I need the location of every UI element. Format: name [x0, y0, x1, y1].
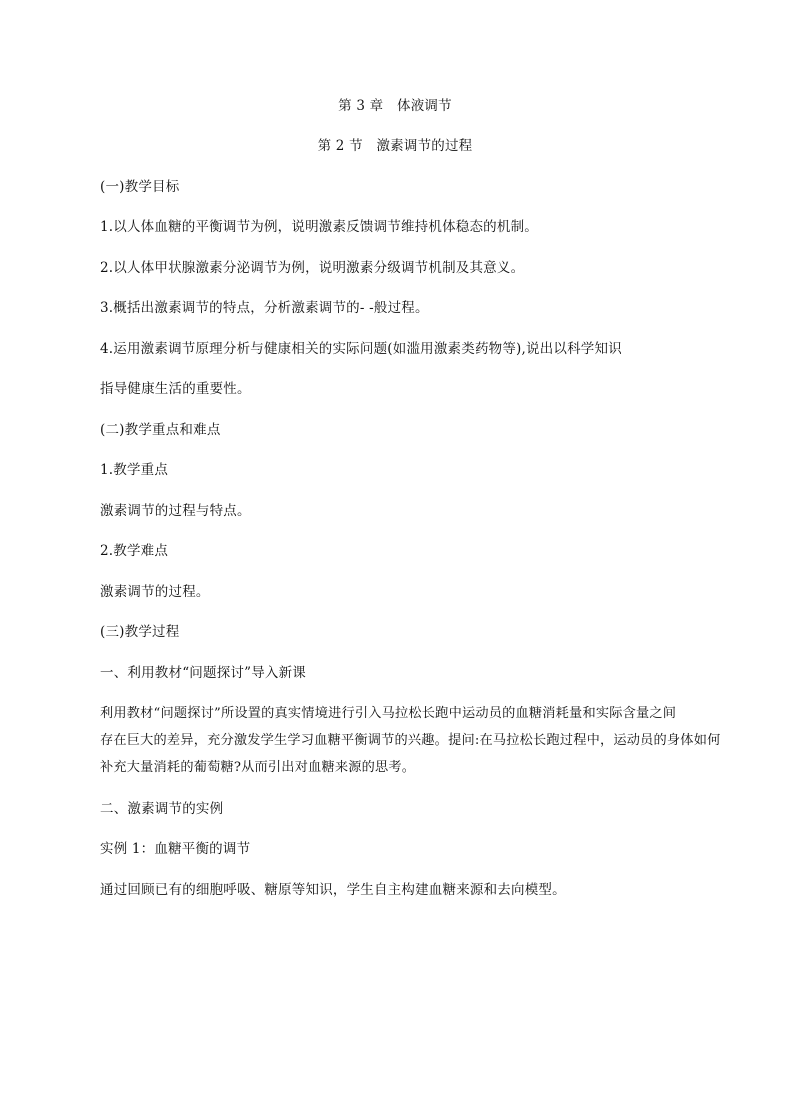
focus-label: 1.教学重点 — [100, 462, 169, 478]
focus-text: 激素调节的过程与特点。 — [100, 503, 251, 519]
difficulty-text: 激素调节的过程。 — [100, 584, 210, 600]
part1-text-line: 补充大量消耗的葡萄糖?从而引出对血糖来源的思考。 — [100, 760, 416, 775]
process-heading: (三)教学过程 — [100, 624, 180, 640]
part1-text-line: 利用教材“问题探讨”所设置的真实情境进行引入马拉松长跑中运动员的血糖消耗量和实际含量之间 — [100, 706, 677, 721]
part1-title: 一、利用教材“问题探讨”导入新课 — [100, 665, 307, 681]
chapter-title: 第 3 章 体液调节 — [338, 98, 452, 114]
objective-item: 2.以人体甲状腺激素分泌调节为例，说明激素分级调节机制及其意义。 — [100, 260, 525, 276]
objective-item: 1.以人体血糖的平衡调节为例，说明激素反馈调节维持机体稳态的机制。 — [100, 219, 538, 235]
example1-title: 实例 1：血糖平衡的调节 — [100, 841, 251, 857]
section-title: 第 2 节 激素调节的过程 — [317, 138, 473, 154]
objective-item: 3.概括出激素调节的特点，分析激素调节的- -般过程。 — [100, 300, 429, 316]
key-points-heading: (二)教学重点和难点 — [100, 422, 221, 438]
objectives-heading: (一)教学目标 — [100, 179, 180, 195]
example1-text: 通过回顾已有的细胞呼吸、糖原等知识，学生自主构建血糖来源和去向模型。 — [100, 882, 566, 898]
part1-text-line: 存在巨大的差异，充分激发学生学习血糖平衡调节的兴趣。提问:在马拉松长跑过程中，运动员的身体如何 — [100, 733, 721, 748]
difficulty-label: 2.教学难点 — [100, 543, 169, 559]
objective-item: 4.运用激素调节原理分析与健康相关的实际问题(如滥用激素类药物等),说出以科学知识 — [100, 341, 622, 357]
objective-item-continued: 指导健康生活的重要性。 — [100, 381, 251, 397]
part2-title: 二、激素调节的实例 — [100, 801, 224, 817]
